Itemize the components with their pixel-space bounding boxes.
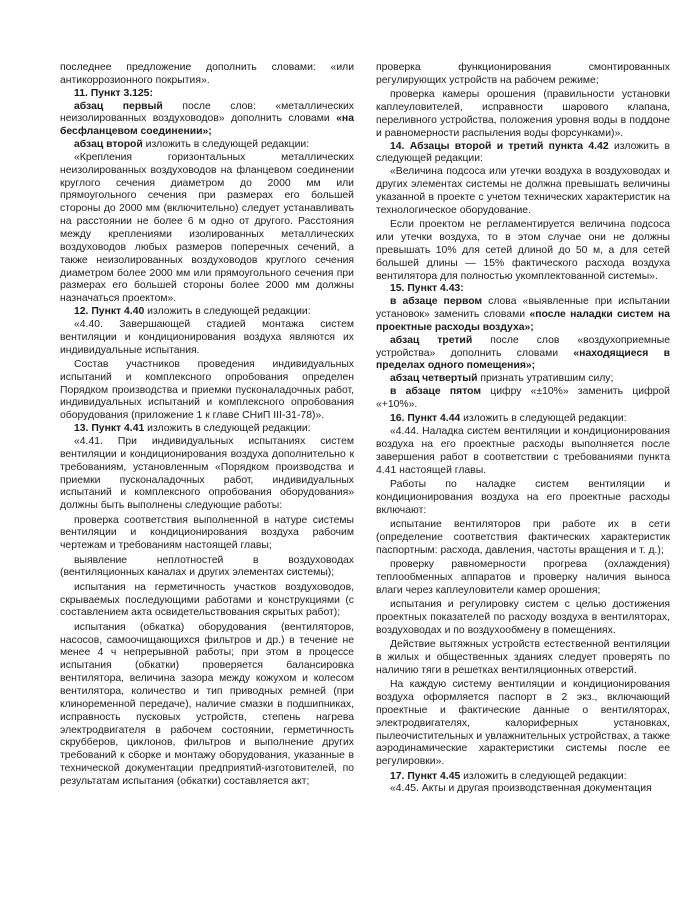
text-run: после слов: «металлических неизолированных воздуховодов» дополнить словами [60,100,354,125]
paragraph [376,166,670,217]
paragraph [60,152,354,306]
bold-text-run: абзац второй [74,139,143,151]
bold-text-run: 11. Пункт 3.125: [74,87,153,99]
bold-text-run: «после наладки систем на проектные расходы воздуха»; [376,309,671,333]
paragraph [376,413,670,426]
paragraph [376,373,670,386]
bold-text-run: 14. Абзацы второй и третий пункта 4.42 [390,140,609,152]
paragraph [376,679,670,769]
paragraph [376,283,670,296]
text-run: изложить в следующей редакции: [144,306,311,318]
paragraph [60,436,354,513]
paragraph [60,319,354,358]
paragraph [60,306,354,319]
bold-text-run: абзац третий [390,334,473,346]
text-run: испытания (обкатка) оборудования (вентиляторов, насосов, самоочищающихся фильтров и др.) в течение не менее 4 ч непрерывной работы; при этом в процессе испытания (обкатки) проверяется балансировка вентилятора, величина зазора между кожухом и колесом вентилятора, количество и тип приводных ремней (при клиноременной передаче), наличие смазки в подшипниках, исправность пусковых устройств, степень нагрева электродвигателя в рабочем состоянии, герметичность скрубберов, циклонов, фильтров и выполнение других требований к сборке и монтажу оборудования, указанные в технической документации предприятий-изготовителей, по результатам испытания (обкатки) составляется акт; [60,621,354,787]
paragraph [60,423,354,436]
paragraph [60,139,354,152]
text-run: Работы по наладке систем вентиляции и кондиционирования воздуха на его проектные расходы включают: [376,479,670,516]
paragraph [60,622,354,789]
text-run: испытание вентиляторов при работе их в сети (определение соответствия фактических характеристик паспортным: расхода, давления, частоты вращения и т. д.); [376,519,670,556]
text-run: «4.40. Завершающей стадией монтажа систем вентиляции и кондиционирования воздуха являются их индивидуальные испытания. [60,318,354,356]
bold-text-run: «на бесфланцевом соединении»; [60,113,354,138]
text-run: «4.41. При индивидуальных испытаниях систем вентиляции и кондиционирования воздуха дополнительно к требованиям, установленным «Порядком производства и приемки пусконаладочных работ, индивидуальных испытаний и комплексного опробования оборудования» должны быть выполнены следующие работы: [60,435,354,512]
text-run: проверка функционирования смонтированных регулирующих устройств на рабочем режиме; [376,62,670,86]
left-column [60,62,354,910]
paragraph [376,783,670,796]
paragraph [376,141,670,167]
paragraph [376,771,670,784]
text-run: Если проектом не регламентируется величина подсоса или утечки воздуха, то в этом случае они не должны превышать 10% для сетей длиной до 50 м, а для сетей большей длины — 15% фактического расхода воздуха вентилятора для полностью укомплектованной системы». [376,219,670,282]
right-column [376,62,670,910]
bold-text-run: 15. Пункт 4.43: [390,283,464,295]
text-run: слова «выявленные при испытании установок» заменить словами [376,296,670,321]
text-run: «Величина подсоса или утечки воздуха в воздуховодах и других элементах системы не должна превышать величины указанной в проекте с учетом технических характеристик на технологическое оборудование. [376,166,670,216]
paragraph [376,599,670,638]
paragraph [376,639,670,678]
bold-text-run: 16. Пункт 4.44 [390,413,461,425]
text-run: На каждую систему вентиляции и кондиционирования воздуха оформляется паспорт в 2 экз., включающий проектные и фактические данные о вентиляторах, электродвигателях, калориферных установках, пылеочистительных и увлажнительных устройствах, а также аэродинамические характеристики системы после ее регулировки». [376,679,670,768]
text-run: испытания и регулировку систем с целью достижения проектных показателей по расходу воздуха в вентиляторах, воздуховодах и по воздухообмену в помещениях. [376,599,670,636]
bold-text-run: 13. Пункт 4.41 [74,423,145,435]
paragraph [60,582,354,621]
paragraph [60,555,354,581]
text-run: изложить в следующей редакции: [142,139,310,151]
text-run: проверка камеры орошения (правильности установки каплеуловителей, исправности шарового клапана, переливного устройства, положения уровня воды в поддоне и равномерности распыления воды форсунками)». [376,89,670,139]
text-run: изложить в следующей редакции: [376,140,670,165]
paragraph [376,559,670,598]
bold-text-run: в абзаце пятом [390,386,482,398]
text-run: «4.45. Акты и другая производственная документация [390,783,652,795]
paragraph [60,62,354,88]
bold-text-run: в абзаце первом [390,296,483,308]
text-run: после слов «воздухоприемные устройства» дополнить словами [376,334,670,359]
text-run: «4.44. Наладка систем вентиляции и кондиционирования воздуха на его проектные расходы выполняется после завершения работ в соответствии с требованиями пункта 4.41 настоящей главы. [376,426,670,476]
bold-text-run: 12. Пункт 4.40 [74,306,145,318]
text-run: проверка соответствия выполненной в натуре системы вентиляции и кондиционирования воздуха рабочим чертежам и требованиям настоящей главы; [60,514,354,552]
text-run: последнее предложение дополнить словами: «или антикоррозионного покрытия». [60,62,354,86]
text-run: испытания на герметичность участков воздуховодов, скрываемых последующими работами и конструкциями (с составлением акта освидетельствования скрытых работ); [60,581,354,619]
text-run: выявление неплотностей в воздуховодах (вентиляционных каналах и других элементах системы); [60,554,354,579]
bold-text-run: абзац первый [74,100,163,112]
paragraph [60,359,354,423]
paragraph [376,62,670,88]
text-run: изложить в следующей редакции: [460,770,627,782]
text-run: признать утратившим силу; [477,373,614,385]
text-run: изложить в следующей редакции: [144,423,311,435]
text-run: Действие вытяжных устройств естественной вентиляции в жилых и общественных зданиях следует проверять по наличию тяги в решетках вентиляционных отверстий. [376,639,670,676]
paragraph [60,515,354,554]
text-run: цифру «±10%» заменить цифрой «+10%». [376,386,670,410]
text-run: изложить в следующей редакции: [460,413,627,425]
paragraph [376,335,670,374]
paragraph [376,426,670,477]
bold-text-run: абзац четвертый [390,373,478,385]
paragraph [60,88,354,101]
paragraph [376,219,670,283]
paragraph [376,519,670,558]
bold-text-run: 17. Пункт 4.45 [390,770,461,782]
text-run: «Крепления горизонтальных металлических неизолированных воздуховодов на фланцевом соединении круглого сечения диаметром до 2000 мм или прямоугольного сечения при размерах его большей стороны до 2000 мм (включительно) следует устанавливать на расстоянии не более 6 м одно от другого. Расстояния между креплениями изолированных металлических воздуховодов любых размеров поперечных сечений, а также неизолированных воздуховодов круглого сечения диаметром более 2000 мм или прямоугольного сечения при размерах его большей стороны более 2000 мм должны назначаться проектом». [60,151,354,305]
text-run: проверку равномерности прогрева (охлаждения) теплообменных аппаратов и проверку наличия выноса влаги через каплеуловители камер орошения; [376,559,670,596]
paragraph [60,101,354,140]
text-run: Состав участников проведения индивидуальных испытаний и комплексного опробования определен Порядком производства и приемки пусконаладочных работ, индивидуальных испытаний и комплексного опробования оборудования (приложение 1 к главе СНиП III-31-78)». [60,358,354,422]
paragraph [376,296,670,335]
paragraph [376,386,670,412]
paragraph [376,479,670,518]
bold-text-run: «находящиеся в пределах одного помещения»; [376,347,670,372]
paragraph [376,89,670,140]
